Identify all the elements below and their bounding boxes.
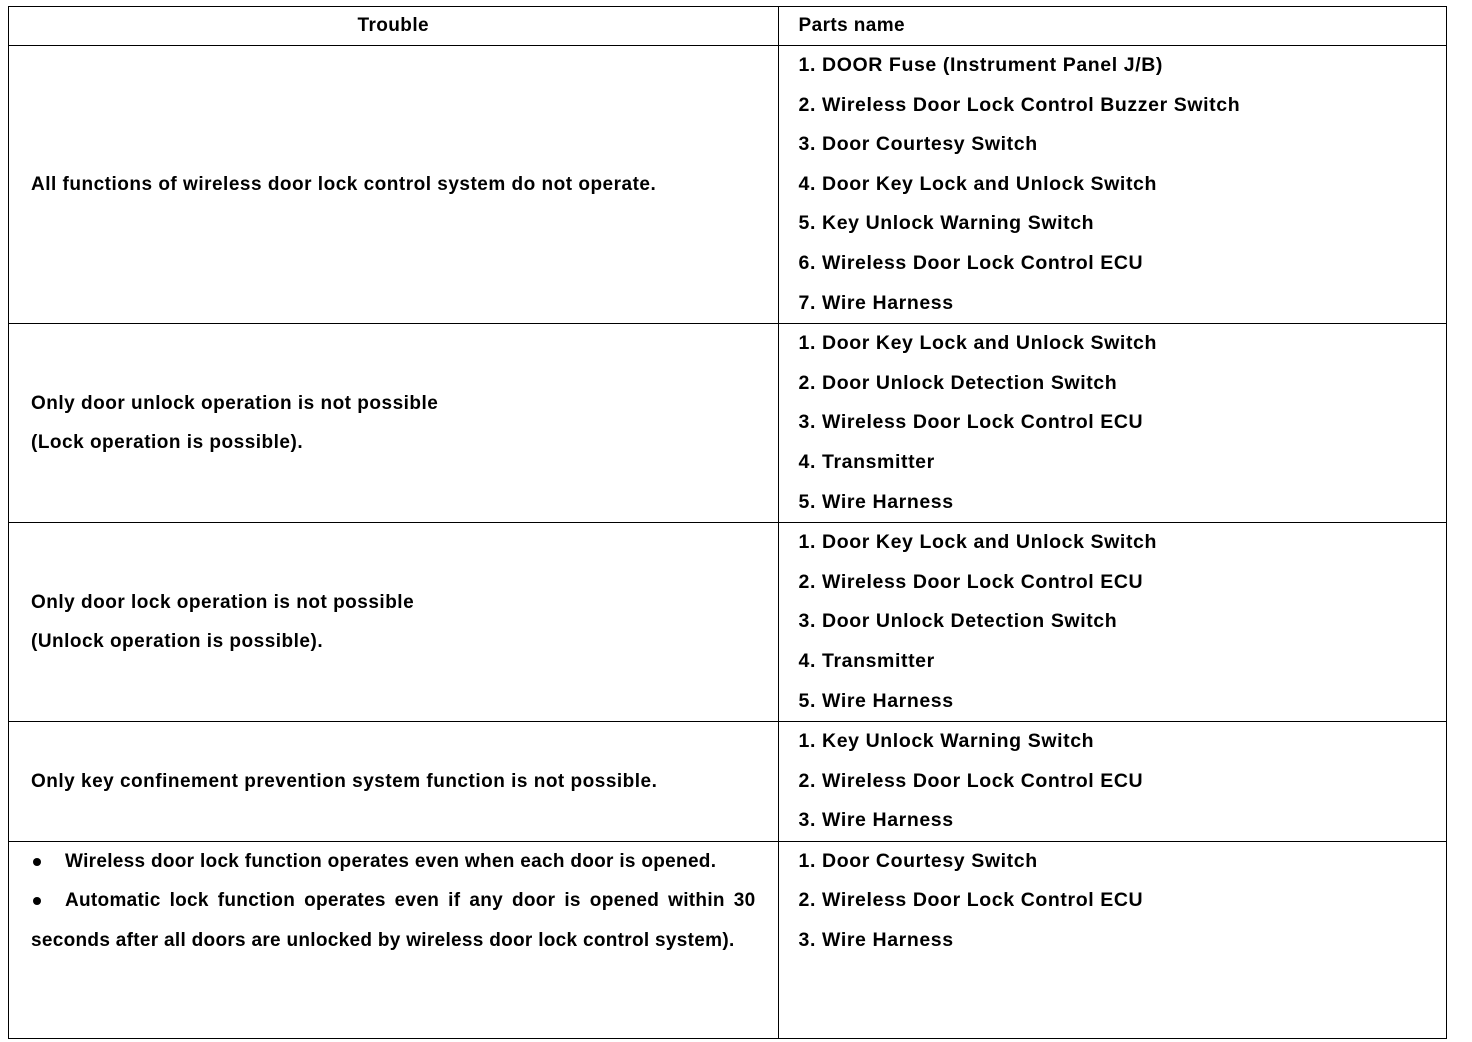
trouble-cell (9, 841, 779, 1038)
parts-item: 1. Door Key Lock and Unlock Switch (798, 531, 1158, 554)
parts-list (799, 842, 1446, 961)
parts-item: 7. Wire Harness (798, 291, 954, 314)
bullet-icon (31, 842, 65, 882)
parts-item: 2. Door Unlock Detection Switch (798, 371, 1118, 394)
header-trouble: Trouble (9, 7, 779, 46)
bullet-icon (31, 881, 65, 921)
parts-item: 3. Wire Harness (798, 809, 954, 832)
header-row (9, 7, 1447, 46)
trouble-cell (9, 324, 779, 523)
parts-item: 3. Wireless Door Lock Control ECU (798, 411, 1144, 434)
trouble-parts-table (8, 6, 1447, 1039)
trouble-bullet-item (31, 842, 756, 882)
parts-list (799, 46, 1446, 323)
header-parts-name: Parts name (778, 7, 1446, 46)
trouble-text: Only key confinement prevention system function is not possible. (31, 770, 658, 792)
parts-item: 3. Wire Harness (798, 929, 954, 952)
parts-item: 4. Transmitter (798, 649, 935, 672)
parts-list (799, 722, 1446, 841)
parts-cell (778, 46, 1446, 324)
parts-cell (778, 324, 1446, 523)
parts-item: 5. Wire Harness (798, 490, 954, 513)
parts-list (799, 523, 1446, 721)
parts-item: 1. Door Key Lock and Unlock Switch (798, 332, 1158, 355)
parts-item: 4. Transmitter (798, 450, 935, 473)
trouble-cell (9, 46, 779, 324)
parts-cell (778, 722, 1446, 842)
parts-item: 5. Key Unlock Warning Switch (798, 212, 1095, 235)
parts-item: 3. Door Unlock Detection Switch (798, 610, 1118, 633)
trouble-text: (Unlock operation is possible). (31, 631, 324, 653)
parts-item: 1. Key Unlock Warning Switch (798, 730, 1095, 753)
trouble-bullet-text: Automatic lock function operates even if any door is opened within 30 seconds after all doors are unlocked by wireless door lock control system). (31, 890, 756, 952)
trouble-bullet-text: Wireless door lock function operates even when each door is opened. (65, 850, 717, 872)
table-row (9, 722, 1447, 842)
trouble-bullet-item (31, 881, 756, 960)
parts-item: 1. Door Courtesy Switch (798, 849, 1038, 872)
parts-list (799, 324, 1446, 522)
parts-item: 5. Wire Harness (798, 689, 954, 712)
parts-item: 2. Wireless Door Lock Control ECU (798, 769, 1144, 792)
table-row (9, 523, 1447, 722)
parts-item: 2. Wireless Door Lock Control Buzzer Switch (798, 93, 1241, 116)
table-row (9, 841, 1447, 1038)
parts-item: 1. DOOR Fuse (Instrument Panel J/B) (798, 54, 1164, 76)
parts-cell (778, 841, 1446, 1038)
trouble-text: All functions of wireless door lock control system do not operate. (31, 173, 657, 195)
parts-item: 6. Wireless Door Lock Control ECU (798, 251, 1144, 274)
trouble-text: Only door unlock operation is not possible (31, 392, 439, 414)
trouble-cell (9, 523, 779, 722)
parts-item: 4. Door Key Lock and Unlock Switch (798, 172, 1158, 195)
table-row (9, 46, 1447, 324)
parts-item: 3. Door Courtesy Switch (798, 133, 1038, 156)
table-row (9, 324, 1447, 523)
trouble-text: (Lock operation is possible). (31, 432, 304, 454)
trouble-text: Only door lock operation is not possible (31, 591, 415, 613)
trouble-cell (9, 722, 779, 842)
parts-item: 2. Wireless Door Lock Control ECU (798, 889, 1144, 912)
parts-cell (778, 523, 1446, 722)
parts-item: 2. Wireless Door Lock Control ECU (798, 570, 1144, 593)
